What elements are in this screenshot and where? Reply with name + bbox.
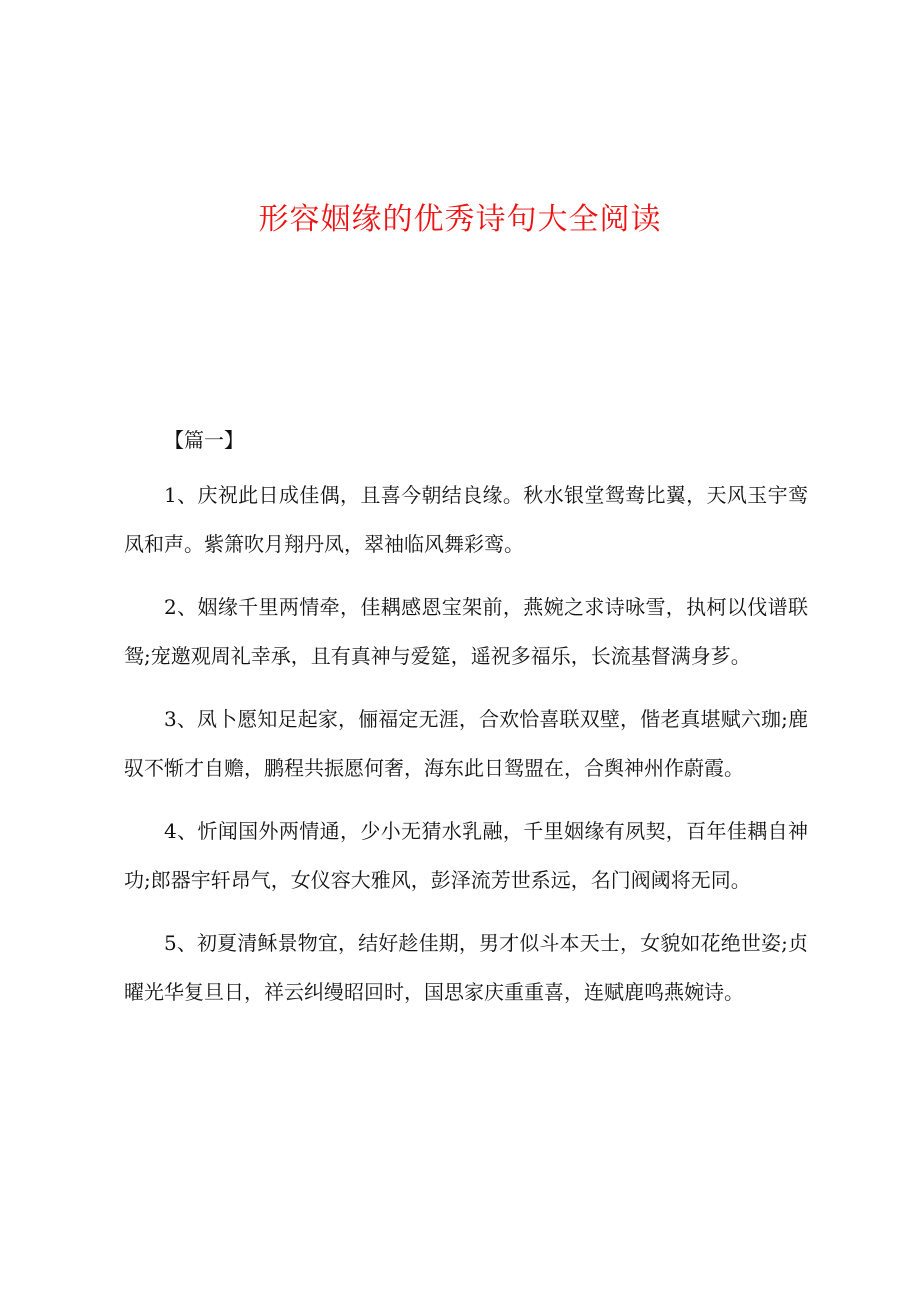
document-body — [124, 423, 808, 1017]
page-title: 形容姻缘的优秀诗句大全阅读 — [258, 202, 662, 237]
paragraph-5: 5、初夏清稣景物宜，结好趁佳期，男才似斗本天士，女貌如花绝世姿;贞曜光华复旦日，祥云纠缦昭回时，国思家庆重重喜，连赋鹿鸣燕婉诗。 — [124, 931, 808, 1004]
paragraph-1: 1、庆祝此日成佳偶，且喜今朝结良缘。秋水银堂鸳鸯比翼，天风玉宇鸾凤和声。紫箫吹月翔丹凤，翠袖临风舞彩鸾。 — [124, 483, 808, 556]
section-label: 【篇一】 — [164, 428, 244, 452]
paragraph-2: 2、姻缘千里两情牵，佳耦感恩宝架前，燕婉之求诗咏雪，执柯以伐谱联鸳;宠邀观周礼幸承，且有真神与爱筵，遥祝多福乐，长流基督满身芗。 — [124, 595, 808, 668]
paragraph-4: 4、忻闻国外两情通，少小无猜水乳融，千里姻缘有夙契，百年佳耦自神功;郎器宇轩昂气，女仪容大雅风，彭泽流芳世系远，名门阀阈将无同。 — [124, 819, 808, 892]
paragraph-3: 3、凤卜愿知足起家，俪福定无涯，合欢恰喜联双壁，偕老真堪赋六珈;鹿驭不惭才自赡，鹏程共振愿何奢，海东此日鸳盟在，合舆神州作蔚霞。 — [124, 707, 808, 780]
